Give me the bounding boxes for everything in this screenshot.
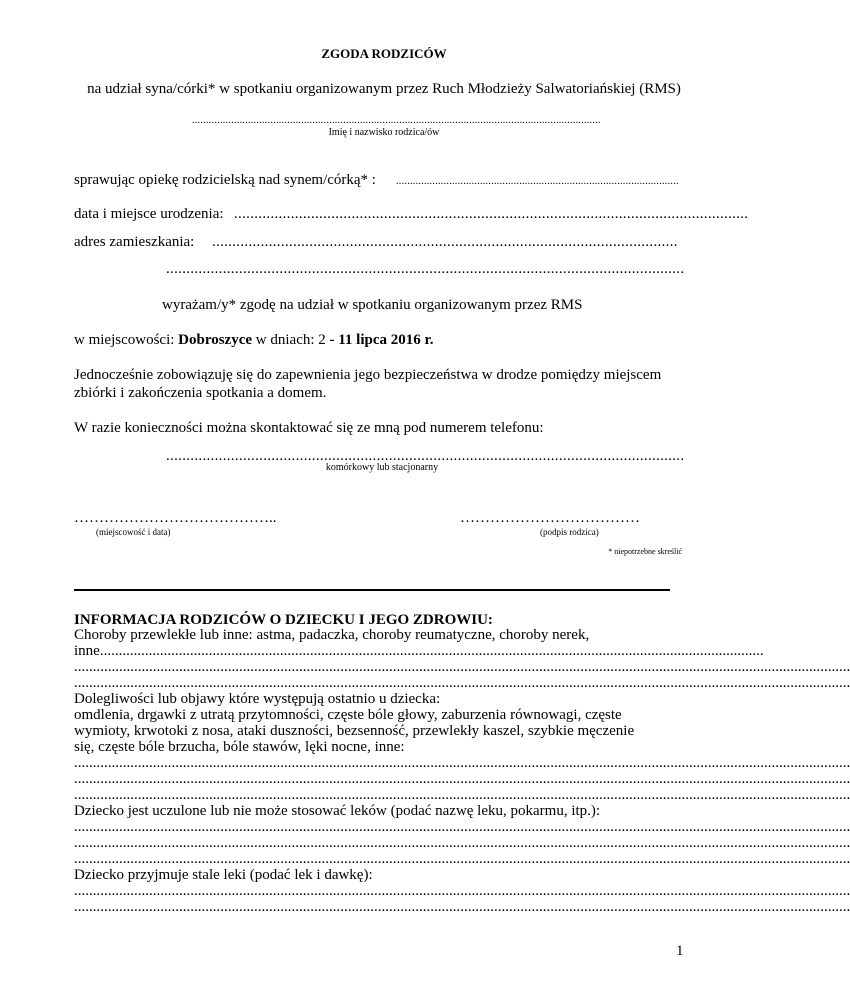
info-body xyxy=(74,627,850,915)
child-name-field[interactable]: ..................................................................................................... xyxy=(396,176,679,187)
address-field[interactable]: ................................................................................................................... xyxy=(212,234,678,250)
allergy-field-2[interactable]: ............................................................................................................................................................................................................... xyxy=(74,835,850,851)
custody-label: sprawując opiekę rodzicielską nad synem/córką* : xyxy=(74,172,376,188)
symptoms-line-1: omdlenia, drgawki z utratą przytomności, częste bóle głowy, zaburzenia równowagi, częste xyxy=(74,707,622,723)
location-line xyxy=(74,331,434,349)
symptoms-line-3: się, częste bóle brzucha, bóle stawów, lęki nocne, inne: xyxy=(74,739,405,755)
location-name: Dobroszyce xyxy=(178,332,253,348)
address-label: adres zamieszkania: xyxy=(74,234,195,250)
footnote: * niepotrzebne skreślić xyxy=(608,547,682,556)
location-prefix: w miejscowości: xyxy=(74,332,175,348)
place-date-caption: (miejscowość i data) xyxy=(96,527,171,537)
phone-label: W razie konieczności można skontaktować się ze mną pod numerem telefonu: xyxy=(74,420,544,436)
signature-field[interactable]: ……………………………… xyxy=(460,510,640,526)
chronic-field[interactable]: inne................................................................................................................................................................................. xyxy=(74,643,764,659)
signature-caption: (podpis rodzica) xyxy=(540,527,599,537)
allergy-field-3[interactable]: ............................................................................................................................................................................................................... xyxy=(74,851,850,867)
allergy-field[interactable]: ............................................................................................................................................................................................................... xyxy=(74,819,850,835)
chronic-field-2[interactable]: ............................................................................................................................................................................................................... xyxy=(74,659,850,675)
form-subtitle: na udział syna/córki* w spotkaniu organizowanym przez Ruch Młodzieży Salwatoriańskiej (RMS) xyxy=(87,81,681,97)
symptoms-line-2: wymioty, krwotoki z nosa, ataki duszności, bezsenność, przewlekły kaszel, szybkie męczenie xyxy=(74,723,635,739)
form-title: ZGODA RODZICÓW xyxy=(321,46,447,61)
birth-field[interactable]: ............................................................................................................................... xyxy=(234,206,749,222)
symptoms-field[interactable]: ............................................................................................................................................................................................................... xyxy=(74,755,850,771)
meds-label: Dziecko przyjmuje stale leki (podać lek i dawkę): xyxy=(74,867,373,883)
symptoms-label: Dolegliwości lub objawy które występują ostatnio u dziecka: xyxy=(74,691,441,707)
symptoms-field-3[interactable]: ............................................................................................................................................................................................................... xyxy=(74,787,850,803)
parent-name-caption: Imię i nazwisko rodzica/ów xyxy=(328,127,440,138)
dates-prefix: w dniach: 2 xyxy=(252,332,326,348)
birth-label: data i miejsce urodzenia: xyxy=(74,206,224,222)
consent-statement: wyrażam/y* zgodę na udział w spotkaniu organizowanym przez RMS xyxy=(162,297,583,313)
info-heading: INFORMACJA RODZICÓW O DZIECKU I JEGO ZDROWIU: xyxy=(74,612,493,628)
meds-field-2[interactable]: ............................................................................................................................................................................................................... xyxy=(74,899,850,915)
commitment-line-1: Jednocześnie zobowiązuję się do zapewnienia jego bezpieczeństwa w drodze pomiędzy miejscem xyxy=(74,367,662,383)
allergy-label: Dziecko jest uczulone lub nie może stosować leków (podać nazwę leku, pokarmu, itp.): xyxy=(74,803,601,819)
chronic-field-3[interactable]: ............................................................................................................................................................................................................... xyxy=(74,675,850,691)
meds-field[interactable]: ............................................................................................................................................................................................................... xyxy=(74,883,850,899)
parent-name-field[interactable]: .................................................................................................................................................. xyxy=(192,115,601,126)
chronic-line-1: Choroby przewlekłe lub inne: astma, padaczka, choroby reumatyczne, choroby nerek, xyxy=(74,627,590,643)
page-number: 1 xyxy=(676,943,684,959)
commitment-line-2: zbiórki i zakończenia spotkania a domem. xyxy=(74,385,327,401)
place-date-field[interactable]: ………………………………….. xyxy=(74,510,277,526)
dates-value: - 11 lipca 2016 r. xyxy=(325,332,434,348)
symptoms-field-2[interactable]: ............................................................................................................................................................................................................... xyxy=(74,771,850,787)
phone-field[interactable]: ................................................................................................................................ xyxy=(166,448,685,464)
section-divider xyxy=(74,589,670,591)
chronic-line-2: inne xyxy=(74,643,100,659)
address-field-2[interactable]: ................................................................................................................................ xyxy=(166,261,685,277)
phone-caption: komórkowy lub stacjonarny xyxy=(325,462,439,473)
